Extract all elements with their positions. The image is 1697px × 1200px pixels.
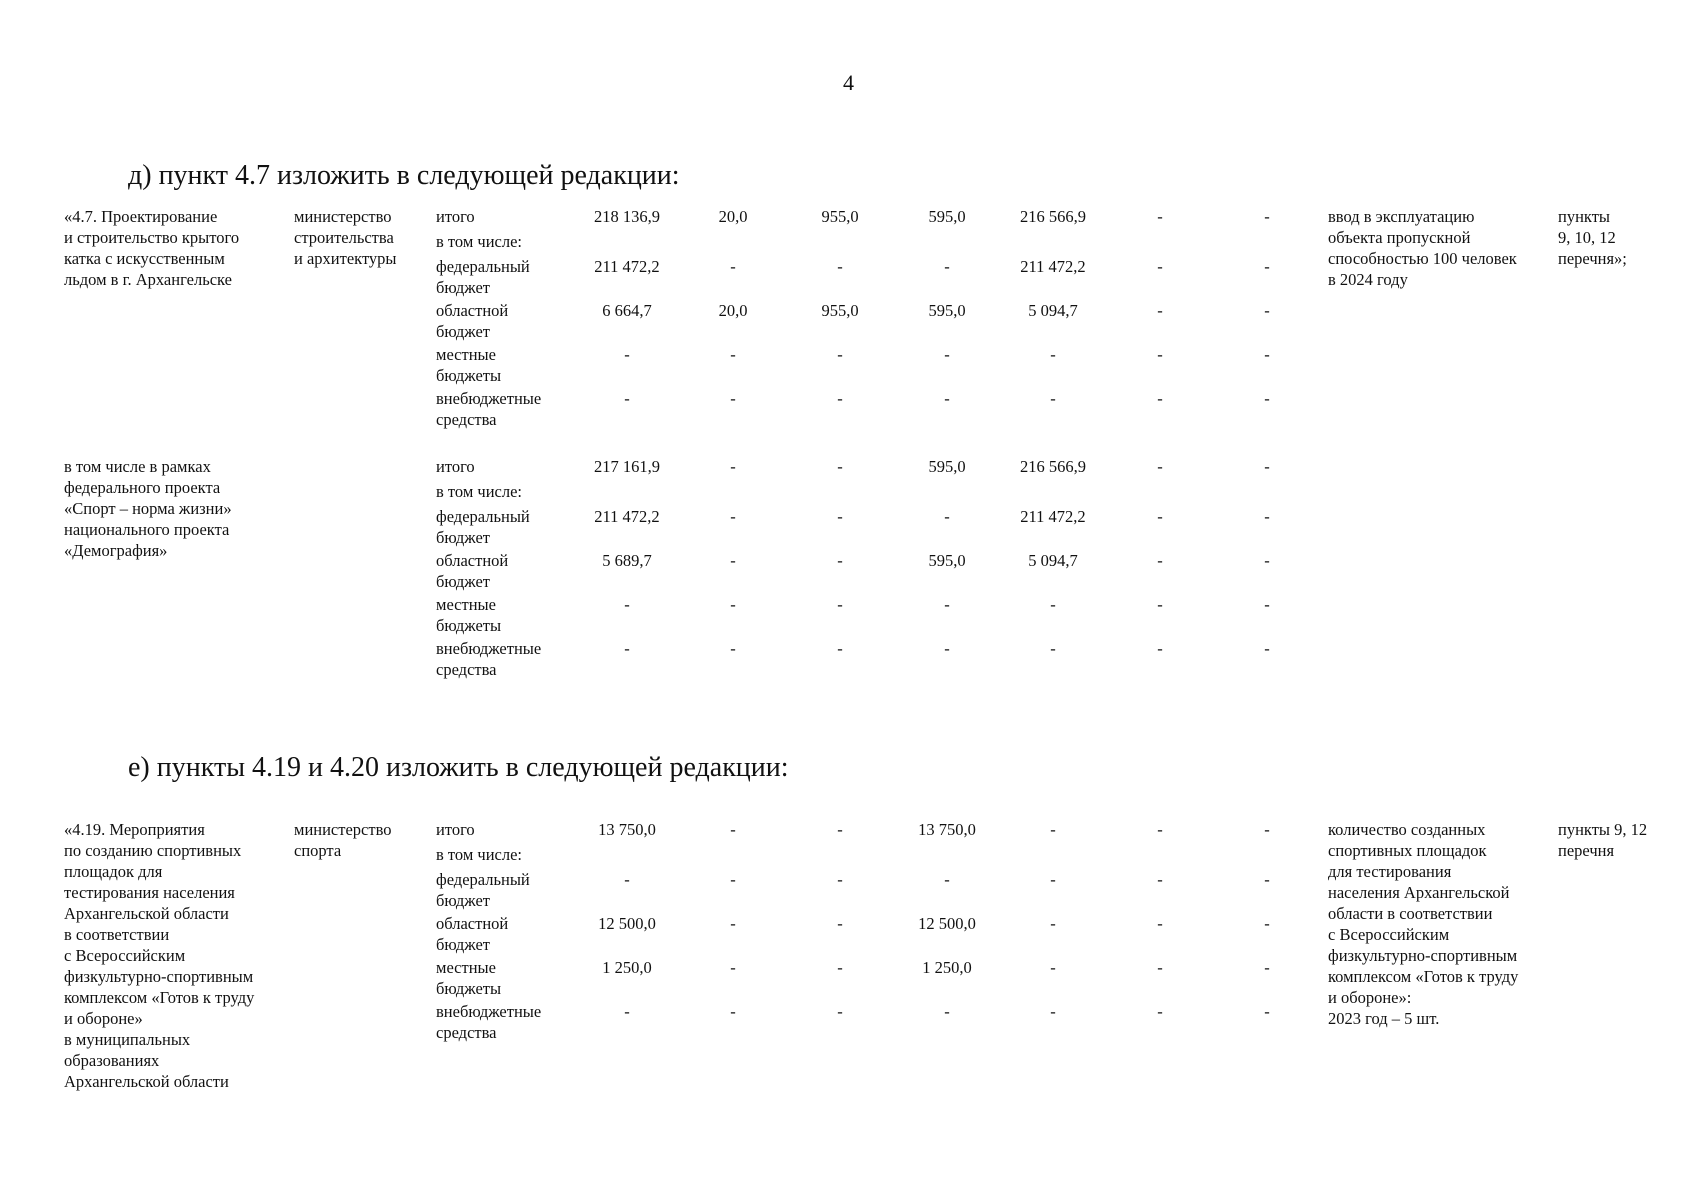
amount-cell: -	[1157, 457, 1163, 476]
amount-cell: 1 250,0	[922, 958, 972, 977]
amount-cell: -	[730, 1002, 736, 1021]
amount-cell: 5 689,7	[602, 551, 652, 570]
amount-cell: -	[730, 820, 736, 839]
amount-cell: -	[1264, 1002, 1270, 1021]
amount-cell: -	[730, 958, 736, 977]
amount-cell: 5 094,7	[1028, 551, 1078, 570]
amount-cell: 217 161,9	[594, 457, 660, 476]
amount-cell: 955,0	[821, 207, 859, 226]
amount-cell: 595,0	[928, 551, 966, 570]
funding-source-label: федеральный бюджет	[436, 870, 530, 910]
amount-cell: -	[730, 870, 736, 889]
funding-row	[0, 256, 1697, 300]
amount-cell: -	[1264, 914, 1270, 933]
executor: министерство спорта	[294, 820, 392, 860]
amount-cell: -	[837, 457, 843, 476]
amount-cell: 12 500,0	[918, 914, 976, 933]
amount-cell: -	[1264, 301, 1270, 320]
amount-cell: -	[624, 345, 630, 364]
amount-cell: -	[1264, 958, 1270, 977]
amount-cell: -	[1050, 820, 1056, 839]
amount-cell: -	[730, 551, 736, 570]
amount-cell: 12 500,0	[598, 914, 656, 933]
amount-cell: -	[944, 257, 950, 276]
amount-cell: 211 472,2	[594, 507, 660, 526]
amount-cell: -	[1264, 207, 1270, 226]
amount-cell: -	[1264, 870, 1270, 889]
funding-row	[0, 506, 1697, 550]
amount-cell: 955,0	[821, 301, 859, 320]
funding-source-label: местные бюджеты	[436, 595, 502, 635]
amount-cell: 1 250,0	[602, 958, 652, 977]
amount-cell: -	[730, 257, 736, 276]
funding-source-label: областной бюджет	[436, 914, 509, 954]
funding-source-label: областной бюджет	[436, 551, 509, 591]
amount-cell: -	[837, 914, 843, 933]
funding-row	[0, 638, 1697, 682]
funding-source-label: внебюджетные средства	[436, 639, 542, 679]
amount-cell: -	[730, 345, 736, 364]
amount-cell: -	[944, 507, 950, 526]
amount-cell: -	[1157, 914, 1163, 933]
funding-source-label: итого	[436, 207, 475, 226]
funding-source-label: внебюджетные средства	[436, 389, 542, 429]
amount-cell: -	[837, 870, 843, 889]
funding-source-label: местные бюджеты	[436, 958, 502, 998]
measure-name: в том числе в рамках федерального проекта «Спорт – норма жизни» национального проекта «Демография»	[64, 457, 232, 560]
funding-row	[0, 957, 1697, 1001]
funding-source-label: внебюджетные средства	[436, 1002, 542, 1042]
funding-source-label: федеральный бюджет	[436, 257, 530, 297]
amount-cell: 20,0	[718, 301, 748, 320]
funding-source-label: в том числе:	[436, 845, 523, 864]
result-indicator: количество созданных спортивных площадок для тестирования населения Архангельской области в соответствии с Всероссийским физкультурно-спортивным комплексом «Готов к труду и обороне»: 2023 год – 5 шт.	[1328, 820, 1519, 1028]
funding-source-label: в том числе:	[436, 482, 523, 501]
amount-cell: -	[1157, 551, 1163, 570]
funding-row	[0, 388, 1697, 432]
amount-cell: -	[1264, 457, 1270, 476]
amount-cell: -	[1157, 870, 1163, 889]
amount-cell: 13 750,0	[918, 820, 976, 839]
amount-cell: 211 472,2	[594, 257, 660, 276]
funding-row	[0, 594, 1697, 638]
funding-row	[0, 344, 1697, 388]
amount-cell: -	[944, 389, 950, 408]
amount-cell: -	[1050, 914, 1056, 933]
amount-cell: -	[944, 345, 950, 364]
amount-cell: -	[837, 1002, 843, 1021]
amount-cell: -	[837, 389, 843, 408]
amount-cell: -	[1157, 257, 1163, 276]
funding-source-label: местные бюджеты	[436, 345, 502, 385]
amount-cell: -	[1157, 389, 1163, 408]
amount-cell: -	[1157, 301, 1163, 320]
funding-row	[0, 1001, 1697, 1045]
amount-cell: -	[1050, 639, 1056, 658]
list-reference: пункты 9, 10, 12 перечня»;	[1558, 207, 1627, 268]
amount-cell: -	[944, 1002, 950, 1021]
executor: министерство строительства и архитектуры	[294, 207, 397, 268]
amount-cell: -	[730, 389, 736, 408]
amount-cell: -	[730, 507, 736, 526]
amount-cell: 595,0	[928, 301, 966, 320]
amount-cell: -	[837, 551, 843, 570]
funding-source-label: федеральный бюджет	[436, 507, 530, 547]
amount-cell: -	[1157, 958, 1163, 977]
amount-cell: 218 136,9	[594, 207, 660, 226]
amount-cell: -	[944, 595, 950, 614]
amount-cell: -	[624, 639, 630, 658]
amount-cell: 211 472,2	[1020, 257, 1086, 276]
section-e-heading: е) пункты 4.19 и 4.20 изложить в следующей редакции:	[128, 752, 789, 783]
amount-cell: -	[730, 914, 736, 933]
amount-cell: -	[837, 639, 843, 658]
amount-cell: -	[944, 639, 950, 658]
amount-cell: 20,0	[718, 207, 748, 226]
amount-cell: -	[944, 870, 950, 889]
amount-cell: 6 664,7	[602, 301, 652, 320]
amount-cell: 13 750,0	[598, 820, 656, 839]
amount-cell: -	[624, 1002, 630, 1021]
page-number: 4	[843, 70, 854, 95]
funding-row	[0, 869, 1697, 913]
amount-cell: 595,0	[928, 207, 966, 226]
amount-cell: -	[624, 389, 630, 408]
amount-cell: -	[1264, 389, 1270, 408]
amount-cell: 595,0	[928, 457, 966, 476]
amount-cell: -	[1050, 958, 1056, 977]
measure-name: «4.7. Проектирование и строительство крытого катка с искусственным льдом в г. Архангельске	[64, 207, 240, 289]
amount-cell: -	[837, 257, 843, 276]
amount-cell: -	[1157, 207, 1163, 226]
list-reference: пункты 9, 12 перечня	[1558, 820, 1648, 860]
funding-source-label: итого	[436, 457, 475, 476]
funding-row	[0, 300, 1697, 344]
amount-cell: -	[624, 595, 630, 614]
amount-cell: -	[837, 820, 843, 839]
amount-cell: -	[1050, 595, 1056, 614]
amount-cell: -	[1157, 639, 1163, 658]
result-indicator: ввод в эксплуатацию объекта пропускной способностью 100 человек в 2024 году	[1328, 207, 1517, 289]
amount-cell: -	[1157, 595, 1163, 614]
amount-cell: 216 566,9	[1020, 207, 1086, 226]
amount-cell: 216 566,9	[1020, 457, 1086, 476]
amount-cell: -	[730, 595, 736, 614]
funding-source-label: в том числе:	[436, 232, 523, 251]
amount-cell: -	[1264, 507, 1270, 526]
amount-cell: -	[1264, 595, 1270, 614]
section-d-heading: д) пункт 4.7 изложить в следующей редакции:	[128, 160, 680, 191]
amount-cell: -	[1157, 345, 1163, 364]
amount-cell: -	[1264, 345, 1270, 364]
amount-cell: 211 472,2	[1020, 507, 1086, 526]
amount-cell: -	[1050, 1002, 1056, 1021]
amount-cell: -	[730, 457, 736, 476]
measure-name: «4.19. Мероприятия по созданию спортивных площадок для тестирования населения Архангельской области в соответствии с Всероссийским физкультурно-спортивным комплексом «Готов к труду и обороне» в муниципальных образованиях Архангельской области	[64, 820, 255, 1091]
amount-cell: -	[1050, 870, 1056, 889]
funding-source-label: областной бюджет	[436, 301, 509, 341]
amount-cell: -	[1157, 1002, 1163, 1021]
amount-cell: -	[1264, 639, 1270, 658]
funding-row	[0, 913, 1697, 957]
amount-cell: -	[837, 345, 843, 364]
amount-cell: -	[1264, 551, 1270, 570]
funding-source-label: итого	[436, 820, 475, 839]
amount-cell: -	[1264, 257, 1270, 276]
amount-cell: -	[1050, 389, 1056, 408]
amount-cell: -	[624, 870, 630, 889]
amount-cell: -	[1050, 345, 1056, 364]
amount-cell: -	[1157, 507, 1163, 526]
amount-cell: -	[837, 595, 843, 614]
amount-cell: -	[1157, 820, 1163, 839]
amount-cell: 5 094,7	[1028, 301, 1078, 320]
amount-cell: -	[730, 639, 736, 658]
amount-cell: -	[1264, 820, 1270, 839]
amount-cell: -	[837, 507, 843, 526]
amount-cell: -	[837, 958, 843, 977]
funding-row	[0, 550, 1697, 594]
